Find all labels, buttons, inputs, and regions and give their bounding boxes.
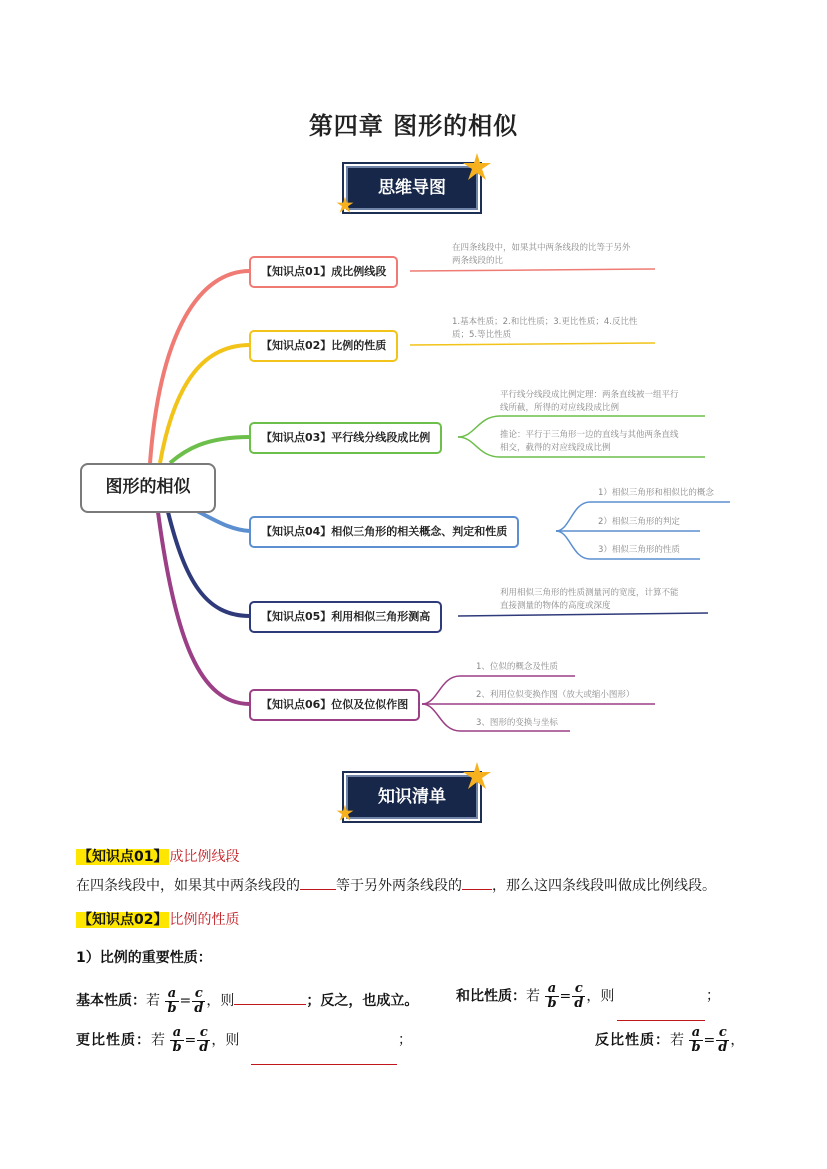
fraction-a-over-b: $\frac{a}{b}$ <box>691 1025 701 1055</box>
section2-heading <box>76 910 239 930</box>
mindmap-node-05: 【知识点05】利用相似三角形测高 <box>249 601 442 633</box>
mindmap-root: 图形的相似 <box>80 463 216 513</box>
mindmap-note: 1）相似三角形和相似比的概念 <box>598 488 714 498</box>
mindmap-note: 1、位似的概念及性质 <box>476 662 558 672</box>
mindmap-note: 直接测量的物体的高度或深度 <box>500 601 611 611</box>
more-ratio-property <box>76 1026 239 1055</box>
basic-property-tail: ；反之，也成立。 <box>306 993 419 1009</box>
ze-text: ，则 <box>211 1032 240 1049</box>
equals-sign: = <box>559 988 572 1005</box>
blank-field[interactable] <box>251 1046 397 1065</box>
equals-sign: = <box>179 993 192 1009</box>
mindmap-note: 3）相似三角形的性质 <box>598 545 680 555</box>
and-ratio-property <box>456 982 614 1011</box>
section1-tag: 【知识点01】 <box>78 849 168 865</box>
semicolon: ； <box>398 1032 412 1048</box>
ruo-text: 若 <box>151 1032 165 1049</box>
section2-title: 比例的性质 <box>169 912 240 928</box>
and-ratio-label: 和比性质： <box>456 988 526 1005</box>
mindmap-banner-label: 思维导图 <box>346 166 478 210</box>
mindmap-node-06: 【知识点06】位似及位似作图 <box>249 689 420 721</box>
mindmap-note: 质；5.等比性质 <box>452 330 512 340</box>
ruo-text: 若 <box>670 1032 684 1049</box>
fraction-c-over-d: $\frac{c}{d}$ <box>199 1025 209 1055</box>
mindmap-note: 两条线段的比 <box>452 256 504 266</box>
fraction-c-over-d: $\frac{c}{d}$ <box>718 1025 728 1055</box>
section2-tag: 【知识点02】 <box>78 912 168 928</box>
mindmap-note: 利用相似三角形的性质测量河的宽度，计算不能 <box>500 588 679 598</box>
section1-text-c: ，那么这四条线段叫做成比例线段。 <box>492 878 716 894</box>
ruo-text: 若 <box>146 993 160 1009</box>
mindmap-node-04: 【知识点04】相似三角形的相关概念、判定和性质 <box>249 516 519 548</box>
mindmap-note: 相交，截得的对应线段成比例 <box>500 443 611 453</box>
section1-text <box>76 876 716 896</box>
star-icon <box>336 804 354 822</box>
mindmap-note: 1.基本性质；2.和比性质；3.更比性质；4.反比性 <box>452 317 638 327</box>
section1-title: 成比例线段 <box>169 849 240 865</box>
inverse-ratio-label: 反比性质： <box>595 1032 670 1049</box>
ruo-text: 若 <box>526 988 540 1005</box>
section1-text-a: 在四条线段中，如果其中两条线段的 <box>76 878 300 894</box>
mindmap-note: 推论：平行于三角形一边的直线与其他两条直线 <box>500 430 679 440</box>
semicolon: ； <box>706 988 720 1004</box>
basic-property <box>76 982 418 1016</box>
mindmap-note: 2）相似三角形的判定 <box>598 517 680 527</box>
section2-subheading: 1）比例的重要性质： <box>76 950 212 966</box>
blank-field[interactable] <box>617 1002 705 1021</box>
mindmap-note: 在四条线段中，如果其中两条线段的比等于另外 <box>452 243 631 253</box>
fraction-c-over-d: $\frac{c}{d}$ <box>574 981 584 1011</box>
knowledge-list-banner-label: 知识清单 <box>346 775 478 819</box>
blank-field[interactable] <box>462 889 492 890</box>
mindmap-node-03: 【知识点03】平行线分线段成比例 <box>249 422 442 454</box>
fraction-c-over-d: $\frac{c}{d}$ <box>194 985 204 1016</box>
more-ratio-label: 更比性质： <box>76 1032 151 1049</box>
inverse-ratio-property <box>595 1026 744 1055</box>
fraction-a-over-b: $\frac{a}{b}$ <box>167 985 177 1016</box>
mindmap-note: 平行线分线段成比例定理：两条直线被一组平行 <box>500 390 679 400</box>
star-icon <box>462 761 492 791</box>
blank-field[interactable] <box>234 982 306 1005</box>
equals-sign: = <box>703 1032 716 1049</box>
knowledge-list-banner <box>346 775 478 819</box>
mindmap-node-01: 【知识点01】成比例线段 <box>249 256 398 288</box>
ze-text: ，则 <box>206 993 235 1009</box>
section1-heading <box>76 847 239 867</box>
fraction-a-over-b: $\frac{a}{b}$ <box>172 1025 182 1055</box>
basic-property-label: 基本性质： <box>76 993 146 1009</box>
blank-field[interactable] <box>300 889 336 890</box>
page-title: 第四章 图形的相似 <box>308 112 519 140</box>
mindmap-note: 线所截，所得的对应线段成比例 <box>500 403 620 413</box>
comma-text: ， <box>730 1032 745 1049</box>
mindmap-note: 2、利用位似变换作图（放大或缩小图形） <box>476 690 635 700</box>
ze-text: ，则 <box>586 988 615 1005</box>
equals-sign: = <box>184 1032 197 1049</box>
fraction-a-over-b: $\frac{a}{b}$ <box>547 981 557 1011</box>
section1-text-b: 等于另外两条线段的 <box>336 878 462 894</box>
mindmap-note: 3、图形的变换与坐标 <box>476 718 558 728</box>
mindmap-node-02: 【知识点02】比例的性质 <box>249 330 398 362</box>
